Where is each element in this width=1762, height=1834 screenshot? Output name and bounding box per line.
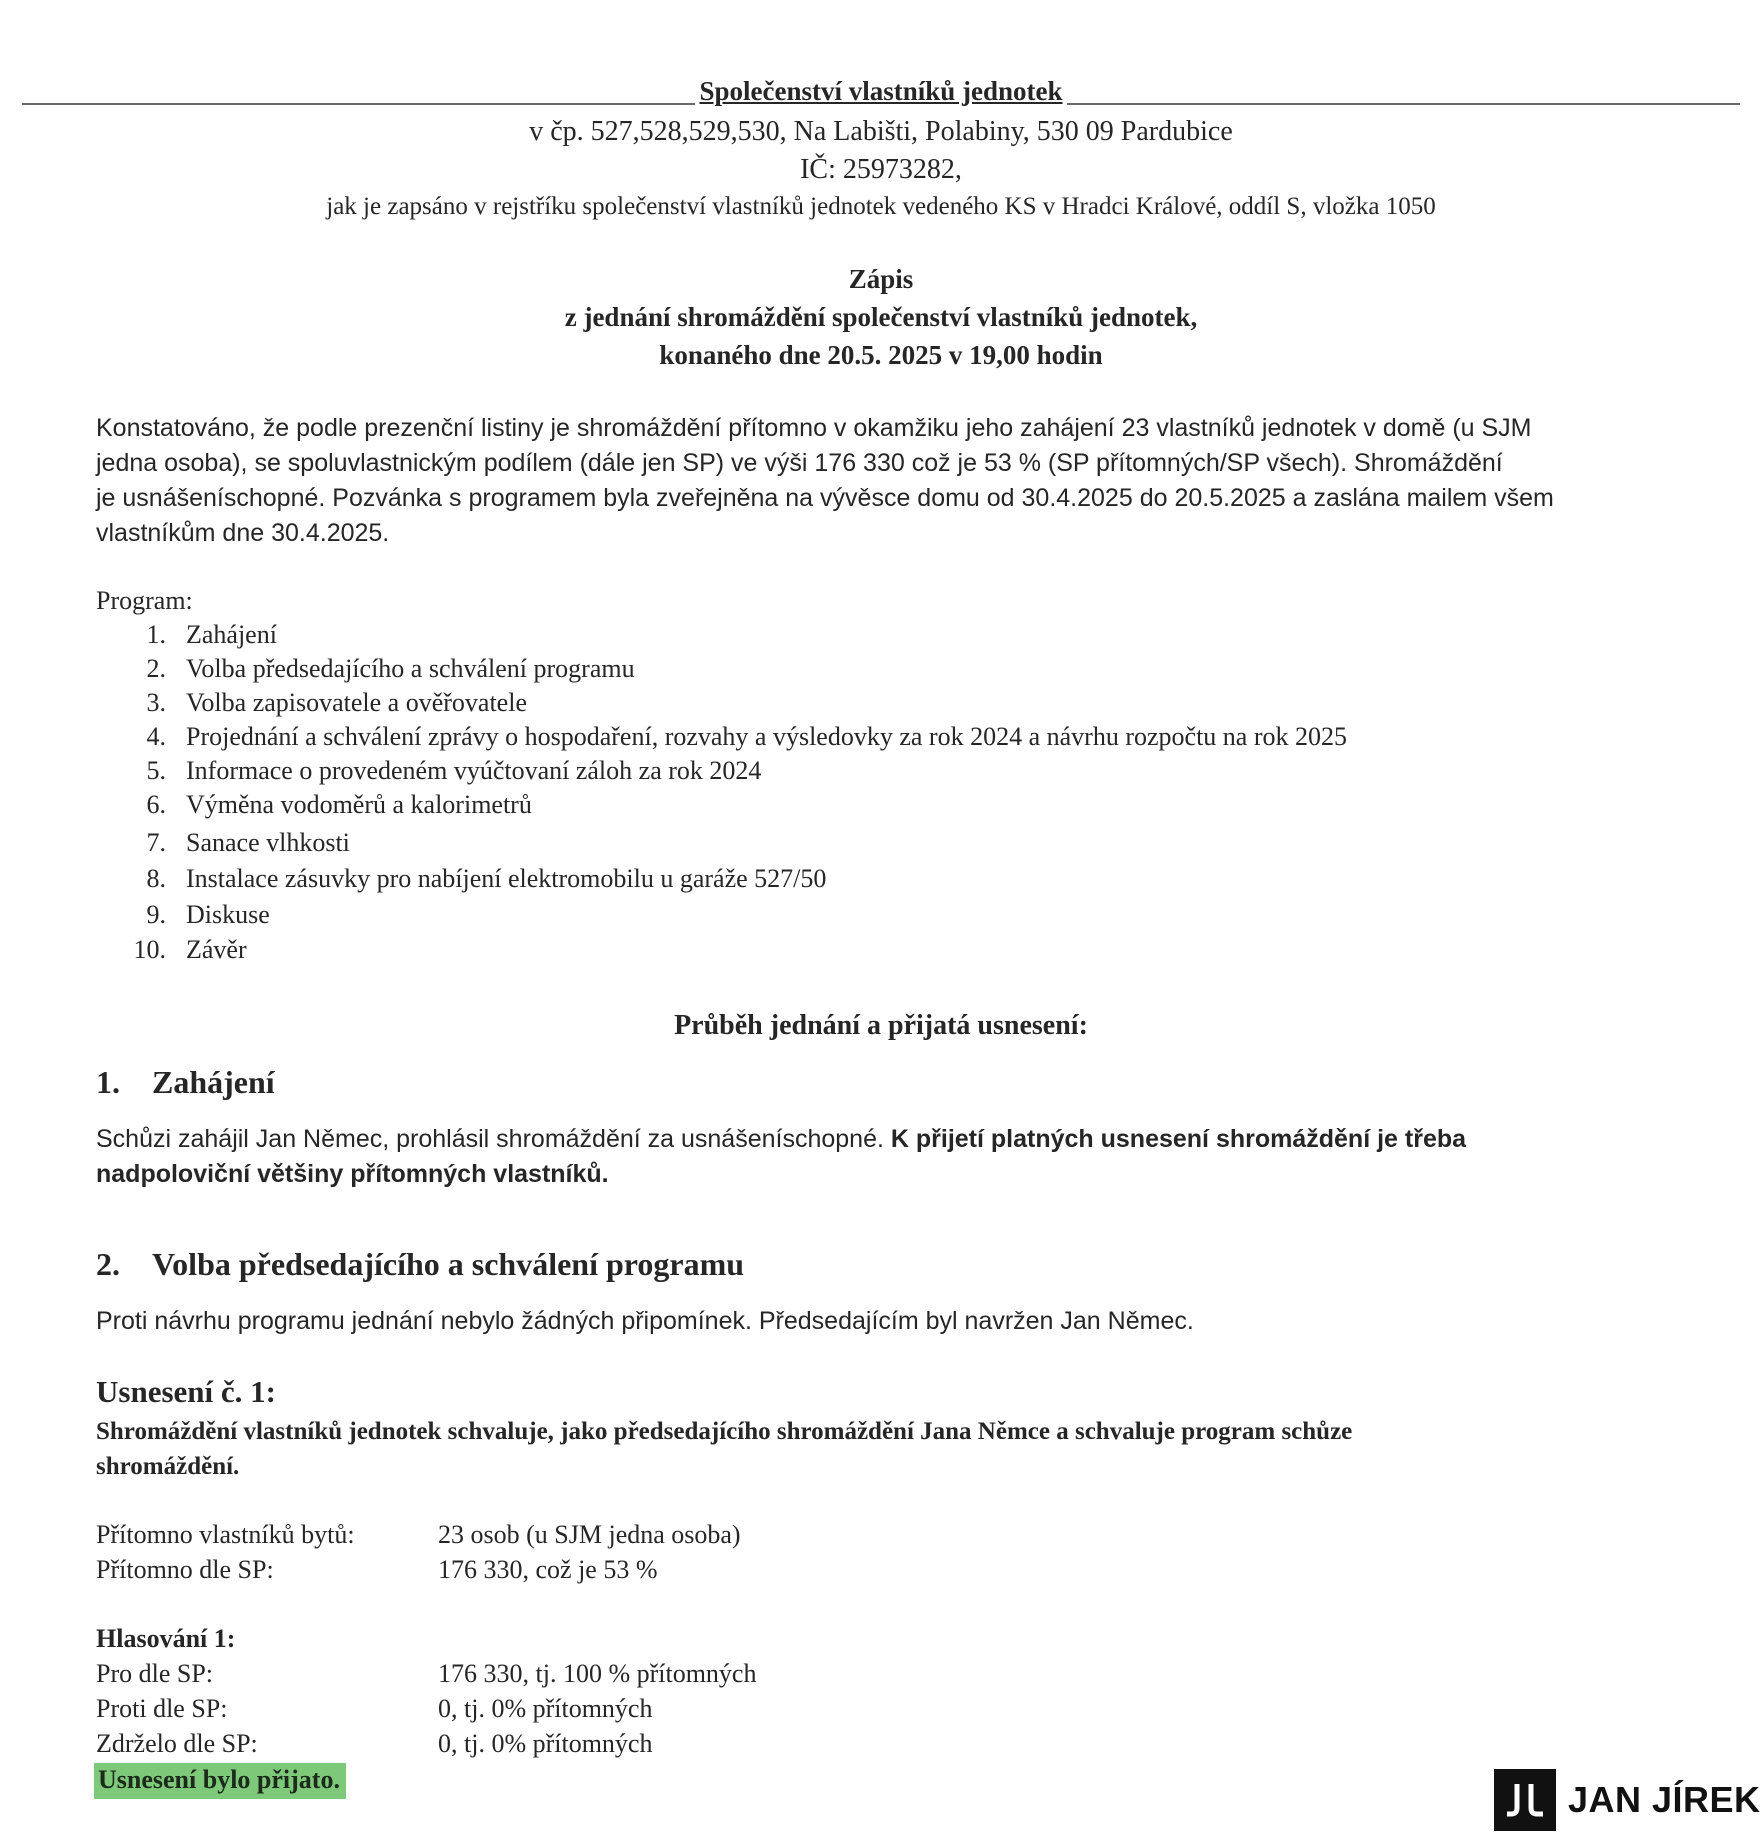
program-item: 10. Závěr xyxy=(133,935,247,964)
section-heading-1: 1. Zahájení xyxy=(96,1064,275,1100)
program-item: 8. Instalace zásuvky pro nabíjení elektromobilu u garáže 527/50 xyxy=(146,864,827,893)
association-title-text: Společenství vlastníků jednotek xyxy=(695,76,1066,106)
resolution-accepted-highlight: Usnesení bylo přijato. xyxy=(94,1763,346,1799)
jj-icon xyxy=(1503,1780,1547,1820)
logo-mark xyxy=(1494,1769,1556,1831)
section-2-text: Proti návrhu programu jednání nebylo žádných připomínek. Předsedajícím byl navržen Jan Němec. xyxy=(96,1307,1194,1335)
program-item: 1. Zahájení xyxy=(146,620,277,649)
association-title xyxy=(0,76,1762,107)
logo xyxy=(1494,1768,1761,1832)
resolution-heading: Usnesení č. 1: xyxy=(96,1374,276,1409)
proceedings-title: Průběh jednání a přijatá usnesení: xyxy=(674,1010,1088,1041)
program-item: 6. Výměna vodoměrů a kalorimetrů xyxy=(146,790,532,819)
vote-heading: Hlasování 1: xyxy=(96,1624,236,1653)
program-item: 5. Informace o provedeném vyúčtovaní záloh za rok 2024 xyxy=(146,756,762,785)
resolution-text: Shromáždění vlastníků jednotek schvaluje, jako předsedajícího shromáždění Jana Němce a schvaluje program schůze shromáždění. xyxy=(96,1418,1353,1480)
program-item: 9. Diskuse xyxy=(146,900,270,929)
intro-line: jedna osoba), se spoluvlastnickým podílem (dále jen SP) ve výši 176 330 což je 53 % (SP přítomných/SP všech). Shromáždění xyxy=(96,449,1503,477)
logo-text: JAN JÍREK xyxy=(1568,1779,1761,1820)
association-address: v čp. 527,528,529,530, Na Labišti, Polabiny, 530 09 Pardubice xyxy=(529,116,1233,147)
intro-line: Konstatováno, že podle prezenční listiny je shromáždění přítomno v okamžiku jeho zahájení 23 vlastníků jednotek v domě (u SJM xyxy=(96,414,1532,442)
program-item: 3. Volba zapisovatele a ověřovatele xyxy=(146,688,527,717)
vote-against: Proti dle SP: 0, tj. 0% přítomných xyxy=(96,1694,653,1723)
intro-line: je usnášeníschopné. Pozvánka s programem byla zveřejněna na vývěsce domu od 30.4.2025 do 20.5.2025 a zaslána mailem všem xyxy=(96,484,1554,512)
program-item: 4. Projednání a schválení zprávy o hospodaření, rozvahy a výsledovky za rok 2024 a návrhu rozpočtu na rok 2025 xyxy=(146,722,1347,751)
intro-paragraph xyxy=(96,411,1676,551)
minutes-title: Zápis xyxy=(848,264,914,294)
minutes-date: konaného dne 20.5. 2025 v 19,00 hodin xyxy=(659,340,1103,370)
vote-for: Pro dle SP: 176 330, tj. 100 % přítomných xyxy=(96,1659,757,1688)
attendance-owners: Přítomno vlastníků bytů: 23 osob (u SJM jedna osoba) xyxy=(96,1520,741,1549)
program-item: 2. Volba předsedajícího a schválení programu xyxy=(146,654,635,683)
minutes-subtitle: z jednání shromáždění společenství vlastníků jednotek, xyxy=(564,302,1198,332)
vote-abstain: Zdrželo dle SP: 0, tj. 0% přítomných xyxy=(96,1729,653,1758)
attendance-sp: Přítomno dle SP: 176 330, což je 53 % xyxy=(96,1555,658,1584)
program-item: 7. Sanace vlhkosti xyxy=(146,828,350,857)
intro-line: vlastníkům dne 30.4.2025. xyxy=(96,519,390,547)
section-1-text: Schůzi zahájil Jan Němec, prohlásil shromáždění za usnášeníschopné. K přijetí platných usnesení shromáždění je třeba nadpoloviční většiny přítomných vlastníků. xyxy=(96,1125,1467,1188)
program-label: Program: xyxy=(96,586,193,615)
section-heading-2: 2. Volba předsedajícího a schválení programu xyxy=(96,1246,745,1282)
association-ic: IČ: 25973282, xyxy=(800,154,962,185)
association-registry: jak je zapsáno v rejstříku společenství vlastníků jednotek vedeného KS v Hradci Králové, oddíl S, vložka 1050 xyxy=(326,193,1436,220)
